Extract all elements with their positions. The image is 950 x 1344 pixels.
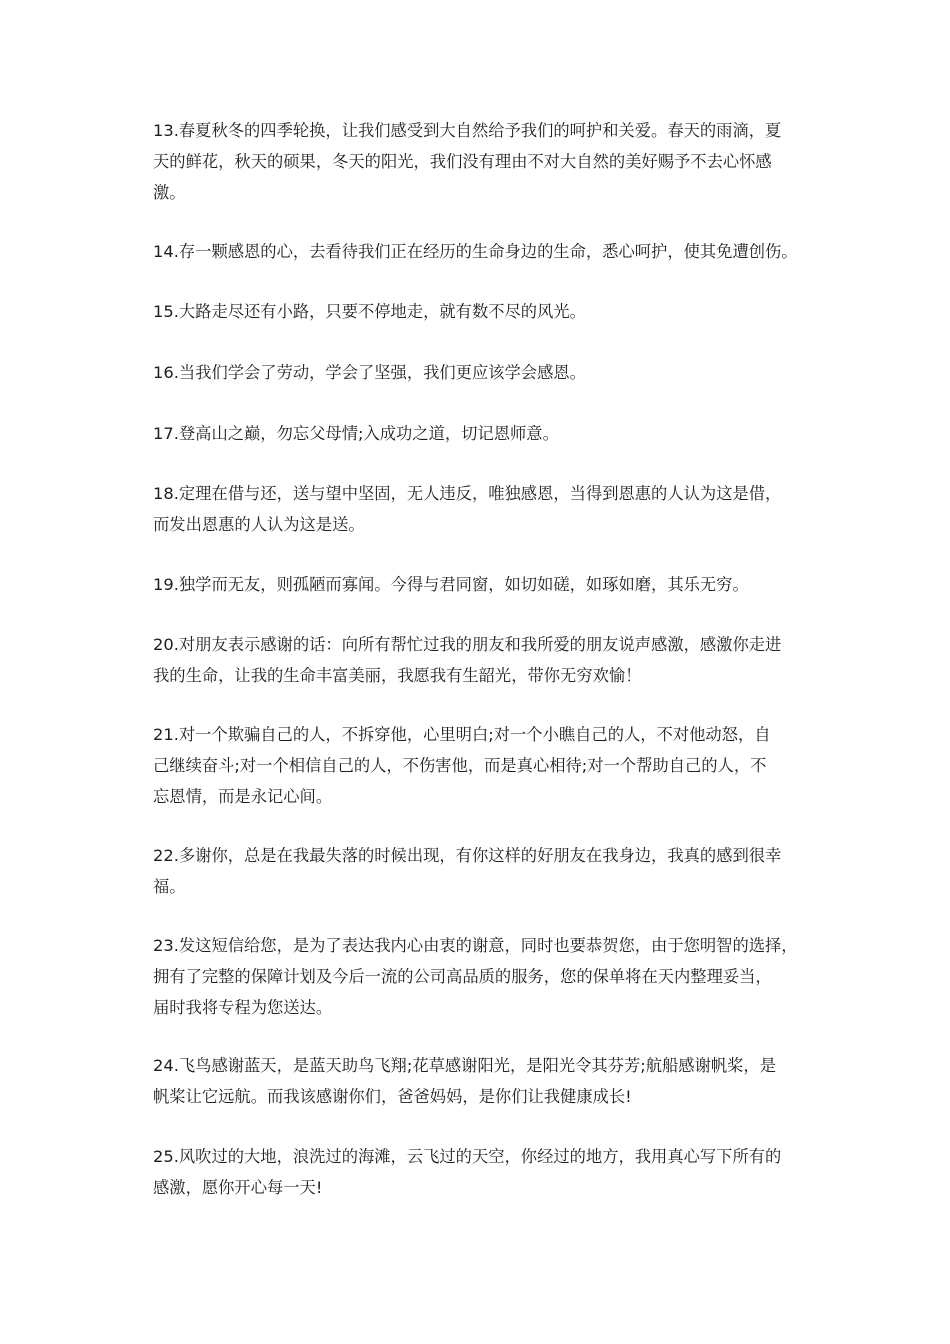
paragraph-22	[153, 840, 813, 902]
text-line: 16.当我们学会了劳动，学会了坚强，我们更应该学会感恩。	[153, 363, 586, 382]
text-line: 天的鲜花，秋天的硕果，冬天的阳光，我们没有理由不对大自然的美好赐予不去心怀感	[153, 152, 772, 171]
paragraph-21	[153, 719, 813, 812]
text-line: 15.大路走尽还有小路，只要不停地走，就有数不尽的风光。	[153, 302, 586, 321]
text-line: 25.风吹过的大地，浪洗过的海滩，云飞过的天空，你经过的地方，我用真心写下所有的	[153, 1147, 782, 1166]
paragraph-16	[153, 357, 813, 388]
paragraph-18	[153, 478, 813, 540]
paragraph-25	[153, 1141, 813, 1203]
text-line: 激。	[153, 183, 186, 202]
paragraph-14	[153, 236, 813, 267]
text-line: 届时我将专程为您送达。	[153, 998, 333, 1017]
text-line: 22.多谢你，总是在我最失落的时候出现，有你这样的好朋友在我身边，我真的感到很幸	[153, 846, 782, 865]
paragraph-24	[153, 1050, 813, 1112]
text-line: 21.对一个欺骗自己的人，不拆穿他，心里明白;对一个小瞧自己的人，不对他动怒，自	[153, 725, 771, 744]
paragraph-23	[153, 930, 813, 1023]
text-line: 20.对朋友表示感谢的话：向所有帮忙过我的朋友和我所爱的朋友说声感激，感激你走进	[153, 635, 782, 654]
text-line: 拥有了完整的保障计划及今后一流的公司高品质的服务，您的保单将在天内整理妥当，	[153, 967, 772, 986]
text-line: 17.登高山之巅，勿忘父母情;入成功之道，切记恩师意。	[153, 424, 559, 443]
paragraph-20	[153, 629, 813, 691]
text-line: 而发出恩惠的人认为这是送。	[153, 515, 365, 534]
paragraph-19	[153, 569, 813, 600]
text-line: 感激，愿你开心每一天!	[153, 1178, 323, 1197]
text-line: 福。	[153, 877, 186, 896]
text-line: 19.独学而无友，则孤陋而寡闻。今得与君同窗，如切如磋，如琢如磨，其乐无穷。	[153, 575, 749, 594]
text-line: 忘恩情，而是永记心间。	[153, 787, 333, 806]
text-line: 14.存一颗感恩的心，去看待我们正在经历的生命身边的生命，悉心呵护，使其免遭创伤。	[153, 242, 798, 261]
paragraph-17	[153, 418, 813, 449]
paragraph-15	[153, 296, 813, 327]
paragraph-13	[153, 115, 813, 208]
text-line: 己继续奋斗;对一个相信自己的人，不伤害他，而是真心相待;对一个帮助自己的人，不	[153, 756, 767, 775]
text-line: 23.发这短信给您，是为了表达我内心由衷的谢意，同时也要恭贺您，由于您明智的选择，	[153, 936, 798, 955]
text-line: 13.春夏秋冬的四季轮换，让我们感受到大自然给予我们的呵护和关爱。春天的雨滴，夏	[153, 121, 782, 140]
text-line: 我的生命，让我的生命丰富美丽，我愿我有生韶光，带你无穷欢愉！	[153, 666, 642, 685]
text-line: 24.飞鸟感谢蓝天，是蓝天助鸟飞翔;花草感谢阳光，是阳光令其芬芳;航船感谢帆桨，是	[153, 1056, 776, 1075]
text-line: 帆桨让它远航。而我该感谢你们，爸爸妈妈，是你们让我健康成长!	[153, 1087, 632, 1106]
text-line: 18.定理在借与还，送与望中坚固，无人违反，唯独感恩，当得到恩惠的人认为这是借，	[153, 484, 782, 503]
